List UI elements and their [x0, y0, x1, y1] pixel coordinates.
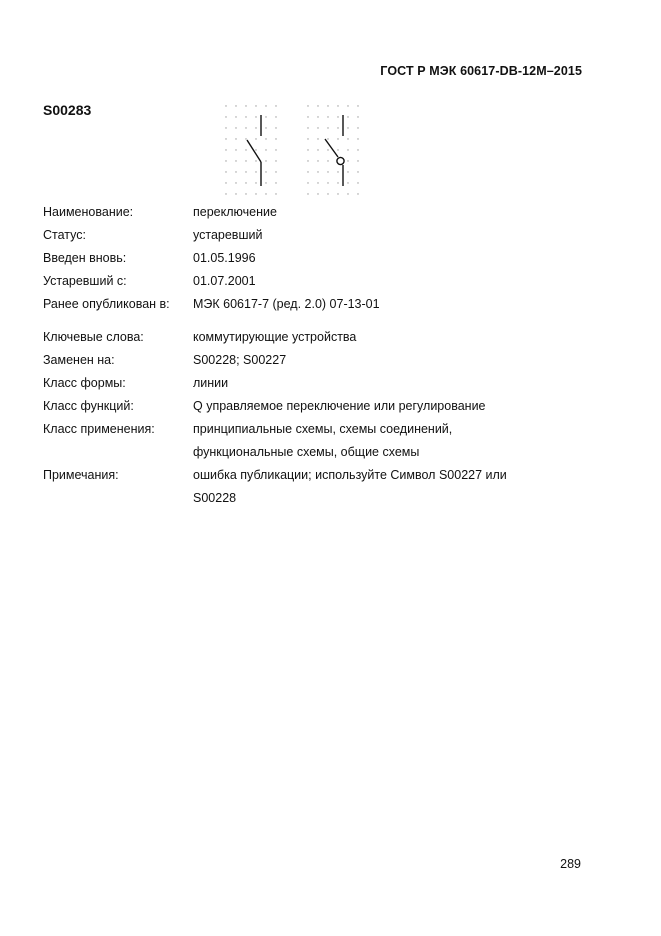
grid-dot [337, 193, 338, 194]
grid-dot [347, 149, 348, 150]
grid-dot [235, 193, 236, 194]
grid-dot [265, 138, 266, 139]
grid-dot [225, 193, 226, 194]
grid-dot [255, 116, 256, 117]
grid-dot [265, 182, 266, 183]
property-row-application-class-continued [43, 445, 603, 465]
grid-dot [317, 116, 318, 117]
grid-dot [275, 149, 276, 150]
grid-dot [235, 160, 236, 161]
grid-dot [255, 160, 256, 161]
grid-dot [255, 138, 256, 139]
property-label: Заменен на: [43, 353, 115, 367]
grid-dot [307, 171, 308, 172]
grid-dot [275, 105, 276, 106]
property-row-introduced [43, 251, 603, 271]
property-value: коммутирующие устройства [193, 330, 357, 344]
grid-dot [245, 127, 246, 128]
property-row-status [43, 228, 603, 248]
grid-dot [235, 138, 236, 139]
property-label: Ранее опубликован в: [43, 297, 170, 311]
left-switch-symbol [247, 115, 261, 186]
grid-dot [347, 127, 348, 128]
grid-dot [265, 116, 266, 117]
property-label: Примечания: [43, 468, 119, 482]
grid-dot [235, 116, 236, 117]
grid-dot [245, 116, 246, 117]
property-value: ошибка публикации; используйте Символ S00227 или [193, 468, 507, 482]
grid-dot [225, 116, 226, 117]
grid-dot [337, 182, 338, 183]
page-number: 289 [560, 857, 581, 871]
grid-dot [337, 105, 338, 106]
grid-dot [347, 138, 348, 139]
property-value: 01.05.1996 [193, 251, 256, 265]
grid-dot [255, 182, 256, 183]
grid-dot [307, 182, 308, 183]
grid-dot [255, 193, 256, 194]
grid-dot [235, 171, 236, 172]
grid-dot [275, 127, 276, 128]
grid-dot [245, 171, 246, 172]
grid-dot [317, 105, 318, 106]
grid-dot [307, 160, 308, 161]
grid-dot [265, 160, 266, 161]
grid-dot [317, 138, 318, 139]
grid-dot [307, 127, 308, 128]
grid-dot [225, 149, 226, 150]
property-value: устаревший [193, 228, 263, 242]
grid-dot [357, 193, 358, 194]
property-value: функциональные схемы, общие схемы [193, 445, 420, 459]
left-symbol-grid [225, 105, 276, 194]
grid-dot [307, 116, 308, 117]
property-value: переключение [193, 205, 277, 219]
grid-dot [275, 116, 276, 117]
property-label: Наименование: [43, 205, 134, 219]
grid-dot [327, 182, 328, 183]
grid-dot [265, 127, 266, 128]
grid-dot [337, 127, 338, 128]
grid-dot [327, 149, 328, 150]
property-label: Класс функций: [43, 399, 134, 413]
grid-dot [225, 138, 226, 139]
property-row-notes [43, 468, 603, 488]
grid-dot [245, 149, 246, 150]
property-row-replaced-by [43, 353, 603, 373]
property-label: Статус: [43, 228, 86, 242]
grid-dot [255, 105, 256, 106]
grid-dot [307, 105, 308, 106]
grid-dot [275, 160, 276, 161]
property-label: Класс формы: [43, 376, 126, 390]
grid-dot [275, 138, 276, 139]
grid-dot [235, 182, 236, 183]
grid-dot [275, 193, 276, 194]
property-label: Введен вновь: [43, 251, 127, 265]
grid-dot [317, 193, 318, 194]
grid-dot [327, 127, 328, 128]
grid-dot [275, 182, 276, 183]
grid-dot [265, 171, 266, 172]
grid-dot [357, 149, 358, 150]
grid-dot [265, 105, 266, 106]
property-row-notes-continued [43, 491, 603, 511]
grid-dot [347, 160, 348, 161]
grid-dot [347, 105, 348, 106]
grid-dot [235, 105, 236, 106]
grid-dot [255, 171, 256, 172]
property-value: S00228; S00227 [193, 353, 287, 367]
grid-dot [327, 138, 328, 139]
property-value: МЭК 60617-7 (ред. 2.0) 07-13-01 [193, 297, 380, 311]
grid-dot [347, 182, 348, 183]
grid-dot [317, 127, 318, 128]
property-label: Ключевые слова: [43, 330, 144, 344]
grid-dot [357, 182, 358, 183]
property-row-function-class [43, 399, 603, 419]
switch-changeover-icon [222, 100, 372, 200]
property-row-obsolete-since [43, 274, 603, 294]
property-value: линии [193, 376, 229, 390]
property-value: 01.07.2001 [193, 274, 256, 288]
grid-dot [307, 149, 308, 150]
property-value: S00228 [193, 491, 237, 505]
property-row-application-class [43, 422, 603, 442]
property-row-shape-class [43, 376, 603, 396]
grid-dot [347, 116, 348, 117]
grid-dot [337, 116, 338, 117]
grid-dot [265, 149, 266, 150]
property-label: Устаревший с: [43, 274, 127, 288]
grid-dot [337, 171, 338, 172]
grid-dot [357, 138, 358, 139]
grid-dot [225, 160, 226, 161]
grid-dot [327, 116, 328, 117]
grid-dot [245, 160, 246, 161]
grid-dot [307, 193, 308, 194]
grid-dot [357, 160, 358, 161]
grid-dot [327, 105, 328, 106]
grid-dot [337, 138, 338, 139]
grid-dot [225, 127, 226, 128]
grid-dot [357, 127, 358, 128]
grid-dot [317, 182, 318, 183]
grid-dot [357, 105, 358, 106]
grid-dot [265, 193, 266, 194]
grid-dot [347, 171, 348, 172]
grid-dot [347, 193, 348, 194]
grid-dot [357, 171, 358, 172]
symbol-id: S00283 [43, 102, 92, 118]
grid-dot [317, 171, 318, 172]
property-value: Q управляемое переключение или регулирование [193, 399, 486, 413]
grid-dot [245, 193, 246, 194]
grid-dot [307, 138, 308, 139]
grid-dot [317, 149, 318, 150]
grid-dot [317, 160, 318, 161]
property-label: Класс применения: [43, 422, 155, 436]
grid-dot [245, 182, 246, 183]
property-row-keywords [43, 330, 603, 350]
grid-dot [225, 171, 226, 172]
grid-dot [275, 171, 276, 172]
property-row-name [43, 205, 603, 225]
document-header-code: ГОСТ Р МЭК 60617-DB-12M–2015 [380, 64, 582, 78]
grid-dot [327, 193, 328, 194]
grid-dot [357, 116, 358, 117]
grid-dot [245, 138, 246, 139]
grid-dot [225, 182, 226, 183]
grid-dot [255, 127, 256, 128]
grid-dot [235, 149, 236, 150]
grid-dot [235, 127, 236, 128]
grid-dot [245, 105, 246, 106]
grid-dot [327, 171, 328, 172]
grid-dot [337, 149, 338, 150]
grid-dot [255, 149, 256, 150]
property-row-previously-published [43, 297, 603, 317]
grid-dot [327, 160, 328, 161]
property-value: принципиальные схемы, схемы соединений, [193, 422, 453, 436]
grid-dot [225, 105, 226, 106]
